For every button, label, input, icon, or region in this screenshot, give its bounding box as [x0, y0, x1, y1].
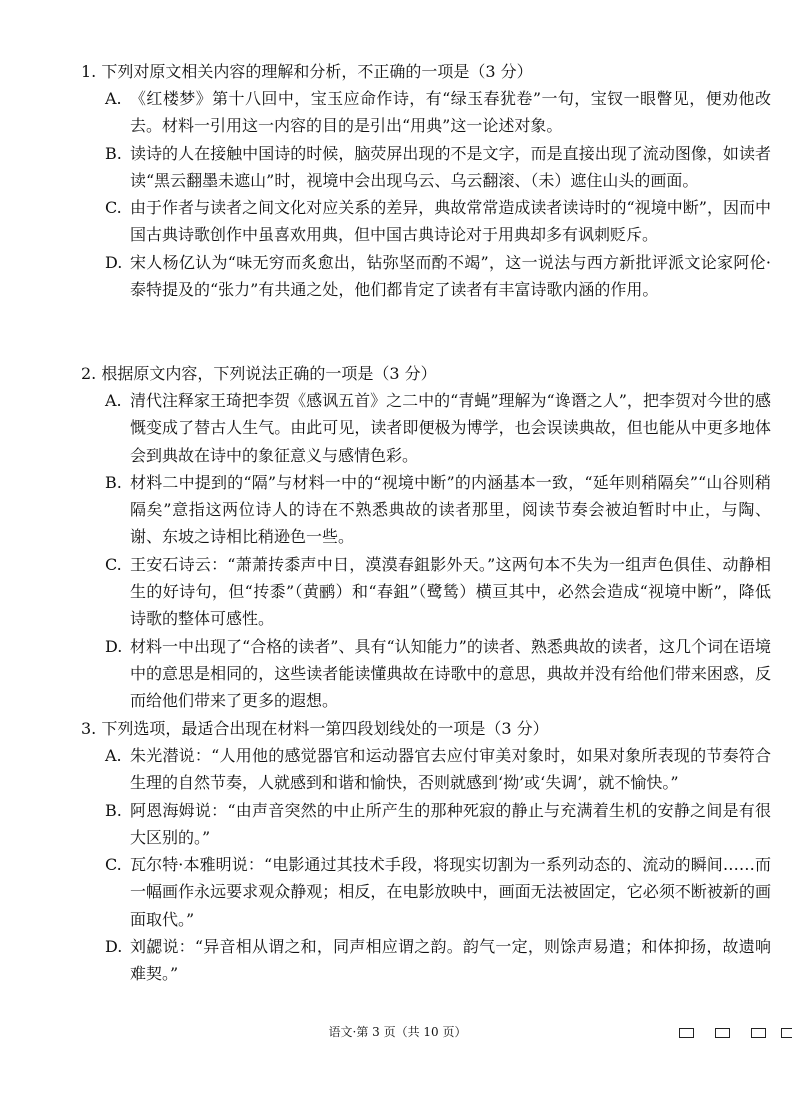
- option-text: 瓦尔特·本雅明说：“电影通过其技术手段，将现实切割为一系列动态的、流动的瞬间……而一幅画作永远要求观众静观；相反，在电影放映中，画面无法被固定，它必须不断被新的画面取代。”: [130, 855, 771, 929]
- option-text: 读诗的人在接触中国诗的时候，脑荧屏出现的不是文字，而是直接出现了流动图像，如读者读“黑云翻墨未遮山”时，视境中会出现乌云、乌云翻滚、（未）遮住山头的画面。: [130, 143, 771, 190]
- option-b: [81, 469, 771, 551]
- option-c: [81, 851, 771, 933]
- option-letter: A.: [105, 746, 122, 765]
- option-d: [81, 933, 771, 988]
- option-text: 宋人杨亿认为“味无穷而炙愈出，钻弥坚而酌不竭”，这一说法与西方新批评派文论家阿伦·泰特提及的“张力”有共通之处，他们都肯定了读者有丰富诗歌内涵的作用。: [130, 252, 771, 300]
- empty-box-icon: [679, 1028, 694, 1038]
- option-d: [81, 249, 771, 304]
- question-3: [81, 715, 771, 988]
- option-text: 由于作者与读者之间文化对应关系的差异，典故常常造成读者读诗时的“视境中断”，因而中国古典诗歌创作中虽喜欢用典，但中国古典诗论对于用典却多有讽刺贬斥。: [130, 198, 771, 245]
- option-letter: B.: [105, 800, 122, 820]
- option-letter: C.: [105, 554, 122, 574]
- option-a: [81, 387, 771, 469]
- option-letter: B.: [105, 472, 122, 492]
- question-2: [81, 360, 771, 715]
- option-a: [81, 742, 771, 797]
- option-letter: D.: [105, 937, 123, 957]
- option-text: 材料二中提到的“隔”与材料一中的“视境中断”的内涵基本一致，“延年则稍隔矣”“山谷则稍隔矣”意指这两位诗人的诗在不熟悉典故的读者那里，阅读节奏会被迫暂时中止，与陶、谢、东坡之诗相比稍逊色一些。: [130, 472, 771, 547]
- option-letter: A.: [105, 89, 122, 108]
- empty-box-icon: [781, 1028, 792, 1038]
- question-stem: 2. 根据原文内容，下列说法正确的一项是（3 分）: [81, 364, 437, 383]
- question-stem: 1. 下列对原文相关内容的理解和分析，不正确的一项是（3 分）: [81, 62, 533, 81]
- option-c: [81, 551, 771, 633]
- option-text: 《红楼梦》第十八回中，宝玉应命作诗，有“绿玉春犹卷”一句，宝钗一眼瞥见，便劝他改去。材料一引用这一内容的目的是引出“用典”这一论述对象。: [130, 89, 771, 136]
- option-b: [81, 797, 771, 852]
- empty-box-icon: [751, 1028, 766, 1038]
- option-d: [81, 633, 771, 715]
- option-text: 清代注释家王琦把李贺《感讽五首》之二中的“青蝇”理解为“谗谮之人”，把李贺对今世的感慨变成了替古人生气。由此可见，读者即便极为博学，也会误读典故，但也能从中更多地体会到典故在诗中的象征意义与感情色彩。: [130, 391, 771, 465]
- option-b: [81, 140, 771, 195]
- question-stem: 3. 下列选项，最适合出现在材料一第四段划线处的一项是（3 分）: [81, 719, 549, 738]
- option-text: 刘勰说：“异音相从谓之和，同声相应谓之韵。韵气一定，则馀声易遣；和体抑扬，故遗响难契。”: [130, 937, 771, 984]
- option-c: [81, 194, 771, 249]
- option-a: [81, 85, 771, 140]
- option-letter: A.: [105, 391, 122, 410]
- option-letter: D.: [105, 252, 123, 272]
- option-letter: C.: [105, 198, 122, 218]
- option-text: 阿恩海姆说：“由声音突然的中止所产生的那种死寂的静止与充满着生机的安静之间是有很大区别的。”: [130, 800, 771, 847]
- option-text: 朱光潜说：“人用他的感觉器官和运动器官去应付审美对象时，如果对象所表现的节奏符合生理的自然节奏，人就感到和谐和愉快，否则就感到‘拗’或‘失调’，就不愉快。”: [130, 746, 771, 793]
- page-footer: 语文·第 3 页（共 10 页）: [328, 1025, 467, 1039]
- option-text: 材料一中出现了“合格的读者”、具有“认知能力”的读者、熟悉典故的读者，这几个词在语境中的意思是相同的，这些读者能读懂典故在诗歌中的意思，典故并没有给他们带来困惑，反而给他们带来了更多的遐想。: [130, 636, 771, 711]
- question-1: [81, 58, 771, 303]
- option-text: 王安石诗云：“萧萧抟黍声中日，漠漠春鉏影外天。”这两句本不失为一组声色俱佳、动静相生的好诗句，但“抟黍”（黄鹂）和“春鉏”（鹭鸶）横亘其中，必然会造成“视境中断”，降低诗歌的整体可感性。: [130, 554, 771, 629]
- option-letter: D.: [105, 636, 123, 656]
- empty-box-icon: [715, 1028, 730, 1038]
- option-letter: B.: [105, 143, 122, 163]
- option-letter: C.: [105, 855, 122, 875]
